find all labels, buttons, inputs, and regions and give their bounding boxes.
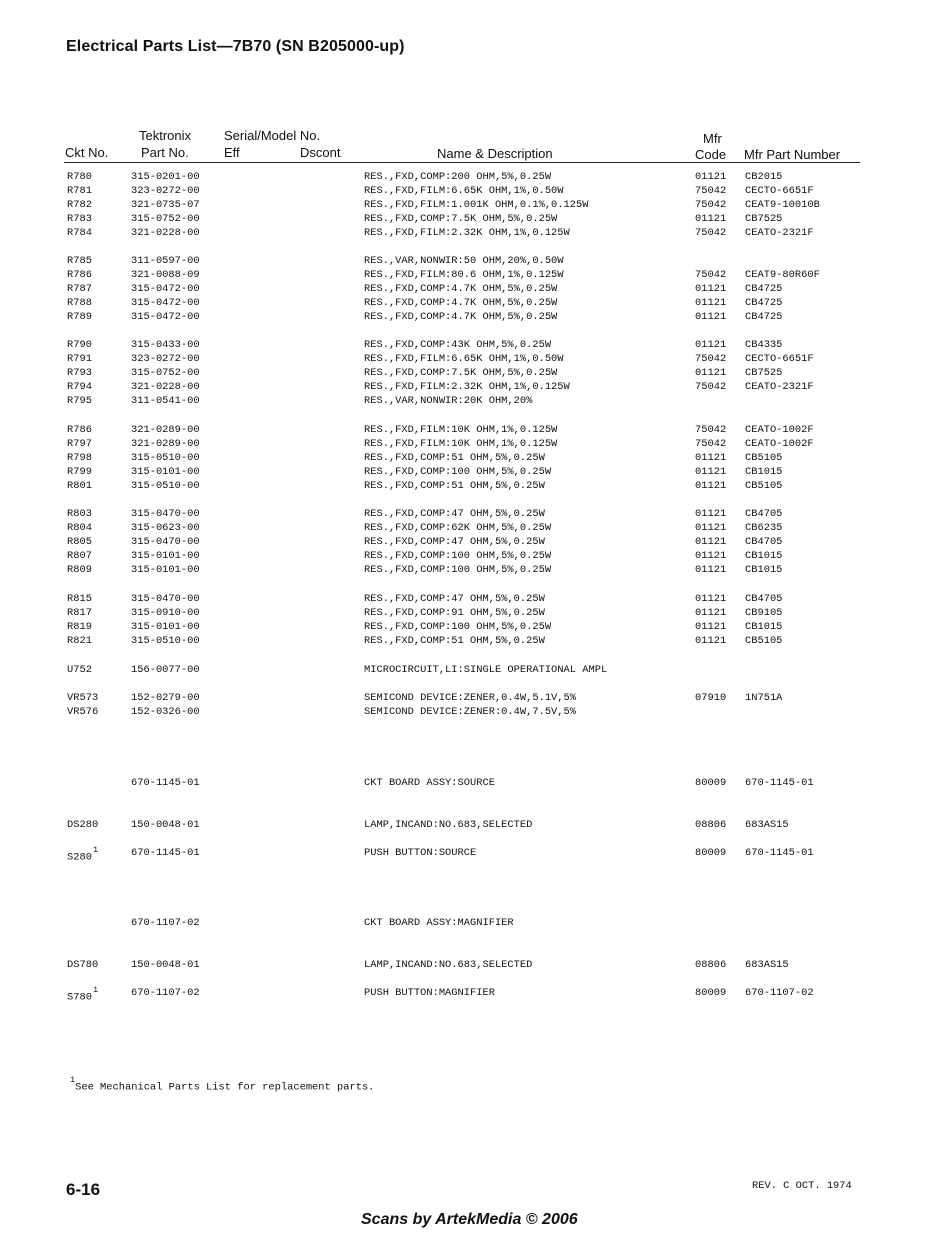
mfr-part-number-cell: CEATO-1002F: [745, 438, 814, 450]
part-no-cell: 315-0470-00: [131, 508, 200, 520]
table-row: [0, 310, 950, 324]
part-no-cell: 321-0735-07: [131, 199, 200, 211]
description-cell: RES.,FXD,FILM:6.65K OHM,1%,0.50W: [364, 185, 564, 197]
description-cell: PUSH BUTTON:SOURCE: [364, 847, 477, 859]
table-row: [0, 521, 950, 535]
table-row: [0, 366, 950, 380]
ckt-no-cell: R807: [67, 550, 92, 562]
ckt-no-cell: U752: [67, 664, 92, 676]
mfr-code-cell: 75042: [695, 185, 727, 197]
header-eff: Eff: [224, 145, 240, 160]
part-no-cell: 670-1107-02: [131, 917, 200, 929]
description-cell: RES.,FXD,COMP:7.5K OHM,5%,0.25W: [364, 213, 558, 225]
table-row: [0, 620, 950, 634]
part-no-cell: 315-0433-00: [131, 339, 200, 351]
table-row: [0, 985, 950, 1004]
part-no-cell: 315-0752-00: [131, 367, 200, 379]
mfr-part-number-cell: CB6235: [745, 522, 783, 534]
mfr-code-cell: 75042: [695, 424, 727, 436]
ckt-no-cell: R804: [67, 522, 92, 534]
ckt-no-cell: VR573: [67, 692, 99, 704]
part-no-cell: 323-0272-00: [131, 185, 200, 197]
mfr-part-number-cell: CEAT9-10010B: [745, 199, 820, 211]
table-row: [0, 296, 950, 310]
header-dscont: Dscont: [300, 145, 341, 160]
ckt-no-cell: R786: [67, 269, 92, 281]
mfr-code-cell: 01121: [695, 297, 727, 309]
ckt-no-cell: R815: [67, 593, 92, 605]
header-mfr-part-number: Mfr Part Number: [744, 147, 841, 162]
table-row: [0, 437, 950, 451]
mfr-code-cell: 01121: [695, 283, 727, 295]
table-row: [0, 563, 950, 577]
table-row: [0, 606, 950, 620]
ckt-no-cell: $S780^1$: [67, 985, 99, 1004]
header-tektronix: Tektronix: [139, 128, 192, 143]
mfr-part-number-cell: CEAT9-80R60F: [745, 269, 820, 281]
description-cell: RES.,FXD,COMP:51 OHM,5%,0.25W: [364, 635, 545, 647]
ckt-no-cell: R783: [67, 213, 92, 225]
mfr-part-number-cell: CB4725: [745, 297, 783, 309]
description-cell: RES.,FXD,FILM:6.65K OHM,1%,0.50W: [364, 353, 564, 365]
mfr-code-cell: 01121: [695, 550, 727, 562]
mfr-part-number-cell: CEATO-2321F: [745, 227, 814, 239]
description-cell: LAMP,INCAND:NO.683,SELECTED: [364, 959, 533, 971]
header-rule: [64, 162, 860, 163]
mfr-code-cell: 01121: [695, 466, 727, 478]
mfr-part-number-cell: CB9105: [745, 607, 783, 619]
description-cell: RES.,FXD,COMP:4.7K OHM,5%,0.25W: [364, 297, 558, 309]
mfr-part-number-cell: CB1015: [745, 550, 783, 562]
ckt-no-cell: R782: [67, 199, 92, 211]
part-no-cell: 315-0470-00: [131, 593, 200, 605]
mfr-part-number-cell: CB1015: [745, 621, 783, 633]
table-row: [0, 663, 950, 677]
part-no-cell: 315-0101-00: [131, 564, 200, 576]
description-cell: CKT BOARD ASSY:MAGNIFIER: [364, 917, 514, 929]
ckt-no-cell: R780: [67, 171, 92, 183]
mfr-code-cell: 01121: [695, 564, 727, 576]
mfr-part-number-cell: CB1015: [745, 466, 783, 478]
part-no-cell: 323-0272-00: [131, 353, 200, 365]
mfr-code-cell: 75042: [695, 227, 727, 239]
description-cell: RES.,VAR,NONWIR:20K OHM,20%: [364, 395, 533, 407]
part-no-cell: 315-0472-00: [131, 311, 200, 323]
part-no-cell: 315-0101-00: [131, 621, 200, 633]
ckt-no-cell: R798: [67, 452, 92, 464]
header-serial-model: Serial/Model No.: [224, 128, 321, 143]
description-cell: RES.,FXD,COMP:7.5K OHM,5%,0.25W: [364, 367, 558, 379]
part-no-cell: 315-0101-00: [131, 550, 200, 562]
ckt-no-cell: R786: [67, 424, 92, 436]
table-row: [0, 535, 950, 549]
part-no-cell: 321-0228-00: [131, 381, 200, 393]
table-row: [0, 226, 950, 240]
mfr-part-number-cell: CB4705: [745, 536, 783, 548]
mfr-part-number-cell: CB5105: [745, 635, 783, 647]
mfr-code-cell: 75042: [695, 353, 727, 365]
part-no-cell: 315-0623-00: [131, 522, 200, 534]
ckt-no-cell: R789: [67, 311, 92, 323]
description-cell: PUSH BUTTON:MAGNIFIER: [364, 987, 495, 999]
part-no-cell: 670-1145-01: [131, 847, 200, 859]
ckt-no-cell: R795: [67, 395, 92, 407]
part-no-cell: 321-0289-00: [131, 438, 200, 450]
ckt-no-cell: R784: [67, 227, 92, 239]
mfr-code-cell: 01121: [695, 621, 727, 633]
header-name-description: Name & Description: [437, 146, 553, 161]
table-row: [0, 184, 950, 198]
description-cell: RES.,FXD,COMP:100 OHM,5%,0.25W: [364, 550, 552, 562]
table-row: [0, 198, 950, 212]
table-row: [0, 818, 950, 832]
description-cell: RES.,FXD,FILM:10K OHM,1%,0.125W: [364, 424, 558, 436]
mfr-part-number-cell: CB2015: [745, 171, 783, 183]
footnote-ref: 1: [92, 845, 99, 855]
description-cell: SEMICOND DEVICE:ZENER:0.4W,7.5V,5%: [364, 706, 577, 718]
mfr-part-number-cell: CECTO-6651F: [745, 185, 814, 197]
table-row: [0, 691, 950, 705]
table-row: [0, 776, 950, 790]
part-no-cell: 311-0597-00: [131, 255, 200, 267]
mfr-part-number-cell: CB4705: [745, 593, 783, 605]
header-mfr: Mfr: [703, 131, 722, 146]
table-row: [0, 845, 950, 864]
table-row: [0, 212, 950, 226]
description-cell: RES.,FXD,FILM:2.32K OHM,1%,0.125W: [364, 227, 570, 239]
mfr-code-cell: 75042: [695, 438, 727, 450]
description-cell: RES.,FXD,COMP:47 OHM,5%,0.25W: [364, 508, 545, 520]
part-no-cell: 315-0472-00: [131, 283, 200, 295]
ckt-no-cell: R799: [67, 466, 92, 478]
part-no-cell: 152-0326-00: [131, 706, 200, 718]
table-row: [0, 380, 950, 394]
mfr-code-cell: 75042: [695, 269, 727, 281]
description-cell: RES.,FXD,COMP:51 OHM,5%,0.25W: [364, 452, 545, 464]
mfr-code-cell: 01121: [695, 508, 727, 520]
description-cell: RES.,FXD,FILM:10K OHM,1%,0.125W: [364, 438, 558, 450]
table-row: [0, 338, 950, 352]
mfr-code-cell: 01121: [695, 536, 727, 548]
mfr-code-cell: 75042: [695, 381, 727, 393]
description-cell: RES.,FXD,COMP:4.7K OHM,5%,0.25W: [364, 311, 558, 323]
mfr-part-number-cell: 683AS15: [745, 819, 789, 831]
footnote-text: See Mechanical Parts List for replacement parts.: [75, 1081, 375, 1094]
mfr-part-number-cell: CB1015: [745, 564, 783, 576]
description-cell: RES.,FXD,COMP:91 OHM,5%,0.25W: [364, 607, 545, 619]
mfr-part-number-cell: 1N751A: [745, 692, 783, 704]
part-no-cell: 670-1107-02: [131, 987, 200, 999]
table-row: [0, 394, 950, 408]
mfr-part-number-cell: CEATO-1002F: [745, 424, 814, 436]
mfr-part-number-cell: CB4725: [745, 283, 783, 295]
description-cell: SEMICOND DEVICE:ZENER,0.4W,5.1V,5%: [364, 692, 577, 704]
mfr-part-number-cell: CB4705: [745, 508, 783, 520]
part-no-cell: 150-0048-01: [131, 959, 200, 971]
mfr-code-cell: 01121: [695, 171, 727, 183]
ckt-no-cell: VR576: [67, 706, 99, 718]
ckt-no-cell: $S280^1$: [67, 845, 99, 864]
table-row: [0, 254, 950, 268]
table-row: [0, 268, 950, 282]
page-title: Electrical Parts List—7B70 (SN B205000-up): [66, 38, 405, 55]
description-cell: RES.,FXD,FILM:2.32K OHM,1%,0.125W: [364, 381, 570, 393]
table-row: [0, 958, 950, 972]
ckt-no-cell: R791: [67, 353, 92, 365]
table-row: [0, 549, 950, 563]
mfr-code-cell: 80009: [695, 847, 727, 859]
ckt-no-cell: DS780: [67, 959, 99, 971]
ckt-no-cell: R788: [67, 297, 92, 309]
mfr-code-cell: 08806: [695, 959, 727, 971]
description-cell: RES.,FXD,COMP:200 OHM,5%,0.25W: [364, 171, 552, 183]
mfr-code-cell: 01121: [695, 522, 727, 534]
ckt-no-cell: R803: [67, 508, 92, 520]
scan-credit: Scans by ArtekMedia © 2006: [361, 1211, 578, 1228]
mfr-part-number-cell: CB7525: [745, 213, 783, 225]
part-no-cell: 315-0472-00: [131, 297, 200, 309]
part-no-cell: 321-0289-00: [131, 424, 200, 436]
description-cell: RES.,FXD,COMP:100 OHM,5%,0.25W: [364, 621, 552, 633]
part-no-cell: 315-0510-00: [131, 480, 200, 492]
ckt-no-cell: R790: [67, 339, 92, 351]
part-no-cell: 321-0088-09: [131, 269, 200, 281]
mfr-code-cell: 75042: [695, 199, 727, 211]
footnote: [70, 1075, 375, 1094]
mfr-part-number-cell: 683AS15: [745, 959, 789, 971]
table-row: [0, 634, 950, 648]
part-no-cell: 311-0541-00: [131, 395, 200, 407]
header-ckt-no: Ckt No.: [65, 145, 109, 160]
table-row: [0, 705, 950, 719]
mfr-part-number-cell: 670-1145-01: [745, 777, 814, 789]
part-no-cell: 150-0048-01: [131, 819, 200, 831]
part-no-cell: 315-0510-00: [131, 635, 200, 647]
mfr-code-cell: 07910: [695, 692, 727, 704]
part-no-cell: 670-1145-01: [131, 777, 200, 789]
part-no-cell: 315-0510-00: [131, 452, 200, 464]
ckt-no-cell: R781: [67, 185, 92, 197]
mfr-code-cell: 01121: [695, 311, 727, 323]
table-row: [0, 352, 950, 366]
table-row: [0, 465, 950, 479]
header-part-no: Part No.: [141, 145, 189, 160]
revision-date: REV. C OCT. 1974: [752, 1180, 852, 1192]
table-row: [0, 479, 950, 493]
description-cell: RES.,VAR,NONWIR:50 OHM,20%,0.50W: [364, 255, 564, 267]
mfr-code-cell: 08806: [695, 819, 727, 831]
table-row: [0, 507, 950, 521]
ckt-no-cell: R809: [67, 564, 92, 576]
mfr-part-number-cell: CB5105: [745, 480, 783, 492]
table-row: [0, 170, 950, 184]
mfr-code-cell: 01121: [695, 213, 727, 225]
mfr-code-cell: 01121: [695, 367, 727, 379]
mfr-code-cell: 80009: [695, 777, 727, 789]
description-cell: MICROCIRCUIT,LI:SINGLE OPERATIONAL AMPL: [364, 664, 608, 676]
description-cell: RES.,FXD,FILM:1.001K OHM,0.1%,0.125W: [364, 199, 589, 211]
mfr-part-number-cell: CECTO-6651F: [745, 353, 814, 365]
mfr-part-number-cell: 670-1107-02: [745, 987, 814, 999]
page-number: 6-16: [66, 1180, 101, 1199]
ckt-no-cell: DS280: [67, 819, 99, 831]
description-cell: RES.,FXD,COMP:100 OHM,5%,0.25W: [364, 466, 552, 478]
part-no-cell: 152-0279-00: [131, 692, 200, 704]
ckt-no-cell: R793: [67, 367, 92, 379]
ckt-no-cell: R817: [67, 607, 92, 619]
part-no-cell: 315-0201-00: [131, 171, 200, 183]
part-no-cell: 315-0752-00: [131, 213, 200, 225]
ckt-no-cell: R819: [67, 621, 92, 633]
description-cell: RES.,FXD,COMP:100 OHM,5%,0.25W: [364, 564, 552, 576]
description-cell: RES.,FXD,COMP:47 OHM,5%,0.25W: [364, 536, 545, 548]
header-code: Code: [695, 147, 727, 162]
table-row: [0, 423, 950, 437]
mfr-code-cell: 01121: [695, 480, 727, 492]
ckt-no-cell: R801: [67, 480, 92, 492]
table-row: [0, 592, 950, 606]
ckt-no-cell: R821: [67, 635, 92, 647]
part-no-cell: 156-0077-00: [131, 664, 200, 676]
table-row: [0, 916, 950, 930]
mfr-part-number-cell: 670-1145-01: [745, 847, 814, 859]
mfr-code-cell: 80009: [695, 987, 727, 999]
description-cell: RES.,FXD,COMP:47 OHM,5%,0.25W: [364, 593, 545, 605]
description-cell: RES.,FXD,FILM:80.6 OHM,1%,0.125W: [364, 269, 564, 281]
mfr-part-number-cell: CB4335: [745, 339, 783, 351]
description-cell: RES.,FXD,COMP:62K OHM,5%,0.25W: [364, 522, 552, 534]
mfr-part-number-cell: CEATO-2321F: [745, 381, 814, 393]
ckt-no-cell: R797: [67, 438, 92, 450]
footnote-ref: 1: [92, 985, 99, 995]
part-no-cell: 321-0228-00: [131, 227, 200, 239]
ckt-no-cell: R787: [67, 283, 92, 295]
mfr-part-number-cell: CB7525: [745, 367, 783, 379]
mfr-part-number-cell: CB5105: [745, 452, 783, 464]
mfr-part-number-cell: CB4725: [745, 311, 783, 323]
ckt-no-cell: R785: [67, 255, 92, 267]
mfr-code-cell: 01121: [695, 635, 727, 647]
ckt-no-cell: R794: [67, 381, 92, 393]
mfr-code-cell: 01121: [695, 593, 727, 605]
table-row: [0, 451, 950, 465]
part-no-cell: 315-0470-00: [131, 536, 200, 548]
description-cell: LAMP,INCAND:NO.683,SELECTED: [364, 819, 533, 831]
ckt-no-cell: R805: [67, 536, 92, 548]
description-cell: RES.,FXD,COMP:51 OHM,5%,0.25W: [364, 480, 545, 492]
description-cell: CKT BOARD ASSY:SOURCE: [364, 777, 495, 789]
footnote-mark: 1: [70, 1075, 76, 1085]
description-cell: RES.,FXD,COMP:43K OHM,5%,0.25W: [364, 339, 552, 351]
table-row: [0, 282, 950, 296]
mfr-code-cell: 01121: [695, 607, 727, 619]
mfr-code-cell: 01121: [695, 339, 727, 351]
part-no-cell: 315-0910-00: [131, 607, 200, 619]
part-no-cell: 315-0101-00: [131, 466, 200, 478]
mfr-code-cell: 01121: [695, 452, 727, 464]
description-cell: RES.,FXD,COMP:4.7K OHM,5%,0.25W: [364, 283, 558, 295]
